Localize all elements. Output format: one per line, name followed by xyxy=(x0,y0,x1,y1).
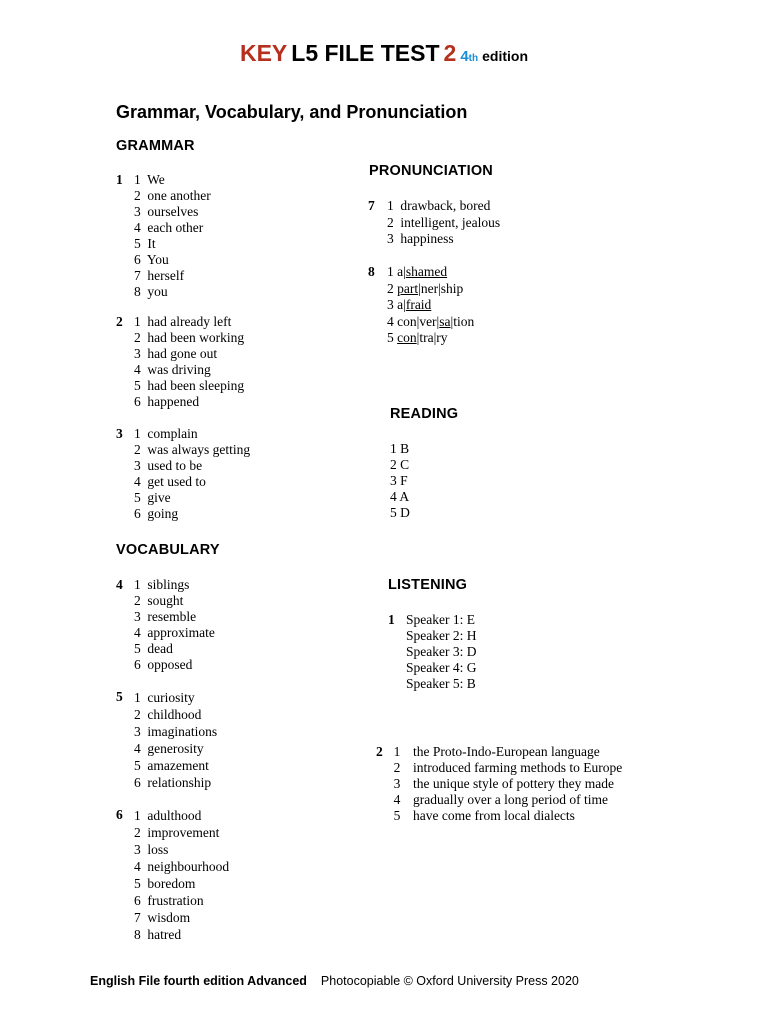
answer-item xyxy=(134,774,217,791)
item-number: 3 xyxy=(134,724,141,739)
item-text: intelligent, jealous xyxy=(397,214,501,230)
listening-heading: LISTENING xyxy=(388,577,468,593)
answer-item xyxy=(134,740,217,757)
answer-item xyxy=(389,808,622,824)
speaker-answer: Speaker 5: B xyxy=(406,676,476,691)
question-number: 3 xyxy=(116,426,123,441)
item-text: generosity xyxy=(144,741,204,756)
item-text: was always getting xyxy=(144,442,251,457)
item-number: 4 xyxy=(134,474,141,489)
answer-list xyxy=(134,577,215,673)
item-text: the Proto-Indo-European language xyxy=(413,744,600,759)
item-text: happened xyxy=(144,394,200,409)
answer-item xyxy=(389,744,622,760)
item-text: neighbourhood xyxy=(144,859,230,874)
answer-item xyxy=(134,689,217,706)
item-number: 2 xyxy=(134,330,141,345)
item-number: 1 xyxy=(134,172,141,187)
question-number: 1 xyxy=(388,612,395,627)
answer-item xyxy=(134,875,229,892)
answer-item xyxy=(387,198,500,215)
reading-answer: 4 A xyxy=(390,489,410,504)
item-text: was driving xyxy=(144,362,211,377)
reading-answer-list xyxy=(390,441,410,521)
answer-item xyxy=(134,268,211,284)
item-text: boredom xyxy=(144,876,196,891)
item-text: wisdom xyxy=(144,910,191,925)
item-number: 5 xyxy=(134,758,141,773)
item-text: opposed xyxy=(144,657,193,672)
item-number: 2 xyxy=(134,825,141,840)
answer-item xyxy=(134,284,211,300)
answer-item xyxy=(387,231,500,248)
item-number: 4 xyxy=(134,741,141,756)
item-text: sought xyxy=(144,593,184,608)
item-number: 1 xyxy=(134,808,141,823)
answer-item xyxy=(134,706,217,723)
item-text: complain xyxy=(144,426,198,441)
item-number: 2 xyxy=(134,593,141,608)
item-number: 2 xyxy=(387,214,394,230)
item-number: 1 xyxy=(393,744,401,759)
answer-item xyxy=(134,378,244,394)
speaker-answer: Speaker 3: D xyxy=(406,644,477,659)
item-text: had been working xyxy=(144,330,245,345)
item-number: 5 xyxy=(134,236,141,251)
answer-item xyxy=(134,236,211,252)
item-text: each other xyxy=(144,220,204,235)
reading-answer: 3 F xyxy=(390,473,408,488)
item-number: 7 xyxy=(134,268,141,283)
item-number: 3 xyxy=(393,776,401,791)
item-number: 2 xyxy=(134,442,141,457)
item-number: 1 xyxy=(134,314,141,329)
answer-item xyxy=(134,346,244,362)
answer-item xyxy=(134,723,217,740)
question-number: 7 xyxy=(368,198,375,213)
item-number: 3 xyxy=(134,609,141,624)
item-number: 3 xyxy=(134,204,141,219)
answer-item xyxy=(134,757,217,774)
answer-item xyxy=(134,892,229,909)
answer-item xyxy=(134,458,250,474)
item-text: You xyxy=(144,252,169,267)
item-number: 8 xyxy=(134,927,141,942)
item-text: improvement xyxy=(144,825,220,840)
answer-item xyxy=(389,760,622,776)
item-text: gradually over a long period of time xyxy=(413,792,608,807)
item-text: drawback, bored xyxy=(397,198,491,213)
answer-item xyxy=(134,841,229,858)
answer-item xyxy=(134,490,250,506)
answer-list xyxy=(406,612,476,692)
answer-list xyxy=(134,314,244,410)
grammar-heading: GRAMMAR xyxy=(116,138,195,154)
item-text: relationship xyxy=(144,775,212,790)
stressed-syllable: fraid xyxy=(405,297,432,313)
title-edition-suffix: th xyxy=(468,53,479,64)
answer-item xyxy=(389,776,622,792)
answer-item xyxy=(387,215,500,232)
title-main: L5 FILE TEST xyxy=(291,40,440,66)
item-text: It xyxy=(144,236,156,251)
footer-book-title: English File fourth edition Advanced xyxy=(90,974,307,988)
item-number: 1 xyxy=(387,264,398,279)
answer-item xyxy=(134,577,215,593)
syllable: con|ver| xyxy=(397,313,440,329)
item-text: loss xyxy=(144,842,169,857)
item-number: 6 xyxy=(134,506,141,521)
item-number: 2 xyxy=(134,707,141,722)
answer-item xyxy=(389,792,622,808)
syllable: a| xyxy=(397,264,406,279)
answer-item xyxy=(134,204,211,220)
page-footer xyxy=(90,974,579,988)
answer-item xyxy=(134,926,229,943)
item-number: 1 xyxy=(134,577,141,592)
stress-item xyxy=(387,314,474,331)
stressed-syllable: part xyxy=(397,280,419,296)
answer-item xyxy=(134,909,229,926)
item-number: 7 xyxy=(134,910,141,925)
syllable: |tra|ry xyxy=(416,330,448,346)
answer-list xyxy=(389,744,622,824)
item-text: the unique style of pottery they made xyxy=(413,776,614,791)
reading-answer: 2 C xyxy=(390,457,410,472)
item-number: 5 xyxy=(134,490,141,505)
title-edition-word: edition xyxy=(482,48,528,64)
answer-item xyxy=(134,220,211,236)
answer-item xyxy=(134,442,250,458)
reading-heading: READING xyxy=(390,406,459,422)
stressed-syllable: shamed xyxy=(405,264,448,279)
answer-item xyxy=(134,506,250,522)
item-number: 2 xyxy=(393,760,401,775)
item-number: 6 xyxy=(134,893,141,908)
item-number: 4 xyxy=(134,859,141,874)
item-number: 3 xyxy=(387,231,394,247)
item-number: 4 xyxy=(387,313,398,329)
stressed-syllable: con xyxy=(397,330,417,346)
answer-item xyxy=(134,188,211,204)
item-text: herself xyxy=(144,268,185,283)
item-text: happiness xyxy=(397,231,454,247)
answer-item xyxy=(134,858,229,875)
item-text: one another xyxy=(144,188,211,203)
item-number: 4 xyxy=(134,362,141,377)
title-edition-number: 4 xyxy=(460,48,469,65)
answer-item xyxy=(134,252,211,268)
item-text: had been sleeping xyxy=(144,378,245,393)
item-text: had already left xyxy=(144,314,232,329)
item-number: 3 xyxy=(134,842,141,857)
item-text: amazement xyxy=(144,758,209,773)
item-text: hatred xyxy=(144,927,182,942)
reading-answer: 5 D xyxy=(390,505,410,520)
question-number: 1 xyxy=(116,172,123,187)
stress-item xyxy=(387,281,474,298)
pronunciation-heading: PRONUNCIATION xyxy=(369,163,493,179)
question-number: 2 xyxy=(376,744,383,759)
stress-answer-list xyxy=(387,264,474,347)
stressed-syllable: sa xyxy=(439,313,451,329)
item-text: introduced farming methods to Europe xyxy=(413,760,623,775)
item-number: 6 xyxy=(134,657,141,672)
item-number: 2 xyxy=(387,280,398,296)
speaker-answer: Speaker 2: H xyxy=(406,628,477,643)
item-number: 5 xyxy=(134,378,141,393)
syllable: |ner|ship xyxy=(418,280,464,296)
answer-item xyxy=(134,609,215,625)
answer-list xyxy=(387,198,500,248)
item-text: give xyxy=(144,490,171,505)
answer-list xyxy=(134,172,211,300)
question-number: 2 xyxy=(116,314,123,329)
item-number: 5 xyxy=(393,808,401,823)
stress-item xyxy=(387,264,474,281)
stress-item xyxy=(387,297,474,314)
item-number: 2 xyxy=(134,188,141,203)
answer-item xyxy=(134,474,250,490)
item-text: childhood xyxy=(144,707,202,722)
section-title: Grammar, Vocabulary, and Pronunciation xyxy=(116,102,468,122)
item-text: siblings xyxy=(144,577,190,592)
question-number: 5 xyxy=(116,689,123,704)
reading-answer: 1 B xyxy=(390,441,410,456)
answer-item xyxy=(134,172,211,188)
item-number: 4 xyxy=(134,625,141,640)
answer-item xyxy=(134,824,229,841)
title-test-number: 2 xyxy=(443,40,457,66)
item-number: 4 xyxy=(134,220,141,235)
item-text: have come from local dialects xyxy=(413,808,575,823)
answer-item xyxy=(134,426,250,442)
item-text: ourselves xyxy=(144,204,199,219)
item-number: 8 xyxy=(134,284,141,299)
item-number: 3 xyxy=(134,458,141,473)
answer-item xyxy=(134,807,229,824)
answer-list xyxy=(134,426,250,522)
item-number: 1 xyxy=(387,198,394,213)
answer-item xyxy=(134,330,244,346)
item-number: 1 xyxy=(134,690,141,705)
speaker-answer: Speaker 4: G xyxy=(406,660,477,675)
item-text: curiosity xyxy=(144,690,195,705)
item-text: frustration xyxy=(144,893,204,908)
vocabulary-heading: VOCABULARY xyxy=(116,542,220,558)
question-number: 6 xyxy=(116,807,123,822)
answer-list xyxy=(134,689,217,791)
item-number: 3 xyxy=(134,346,141,361)
answer-item xyxy=(134,657,215,673)
item-text: approximate xyxy=(144,625,215,640)
page-title xyxy=(0,40,768,67)
item-number: 5 xyxy=(134,876,141,891)
item-text: had gone out xyxy=(144,346,218,361)
syllable: |tion xyxy=(450,313,475,329)
answer-item xyxy=(134,314,244,330)
item-number: 6 xyxy=(134,252,141,267)
footer-copyright: Photocopiable © Oxford University Press 2020 xyxy=(320,974,579,988)
item-text: imaginations xyxy=(144,724,218,739)
speaker-answer: Speaker 1: E xyxy=(406,612,475,627)
item-text: get used to xyxy=(144,474,206,489)
item-text: going xyxy=(144,506,179,521)
item-number: 6 xyxy=(134,775,141,790)
item-number: 4 xyxy=(393,792,401,807)
answer-item xyxy=(134,362,244,378)
syllable: a| xyxy=(397,297,406,313)
item-number: 3 xyxy=(387,297,398,313)
answer-item xyxy=(134,593,215,609)
question-number: 8 xyxy=(368,264,375,279)
item-number: 5 xyxy=(387,330,398,346)
item-text: dead xyxy=(144,641,173,656)
answer-list xyxy=(134,807,229,943)
item-text: We xyxy=(144,172,165,187)
answer-item xyxy=(134,394,244,410)
item-text: you xyxy=(144,284,168,299)
item-text: adulthood xyxy=(144,808,202,823)
item-number: 5 xyxy=(134,641,141,656)
answer-item xyxy=(134,641,215,657)
item-text: used to be xyxy=(144,458,203,473)
title-key: KEY xyxy=(239,40,288,66)
item-number: 6 xyxy=(134,394,141,409)
answer-item xyxy=(134,625,215,641)
stress-item xyxy=(387,330,474,347)
question-number: 4 xyxy=(116,577,123,592)
item-number: 1 xyxy=(134,426,141,441)
item-text: resemble xyxy=(144,609,197,624)
